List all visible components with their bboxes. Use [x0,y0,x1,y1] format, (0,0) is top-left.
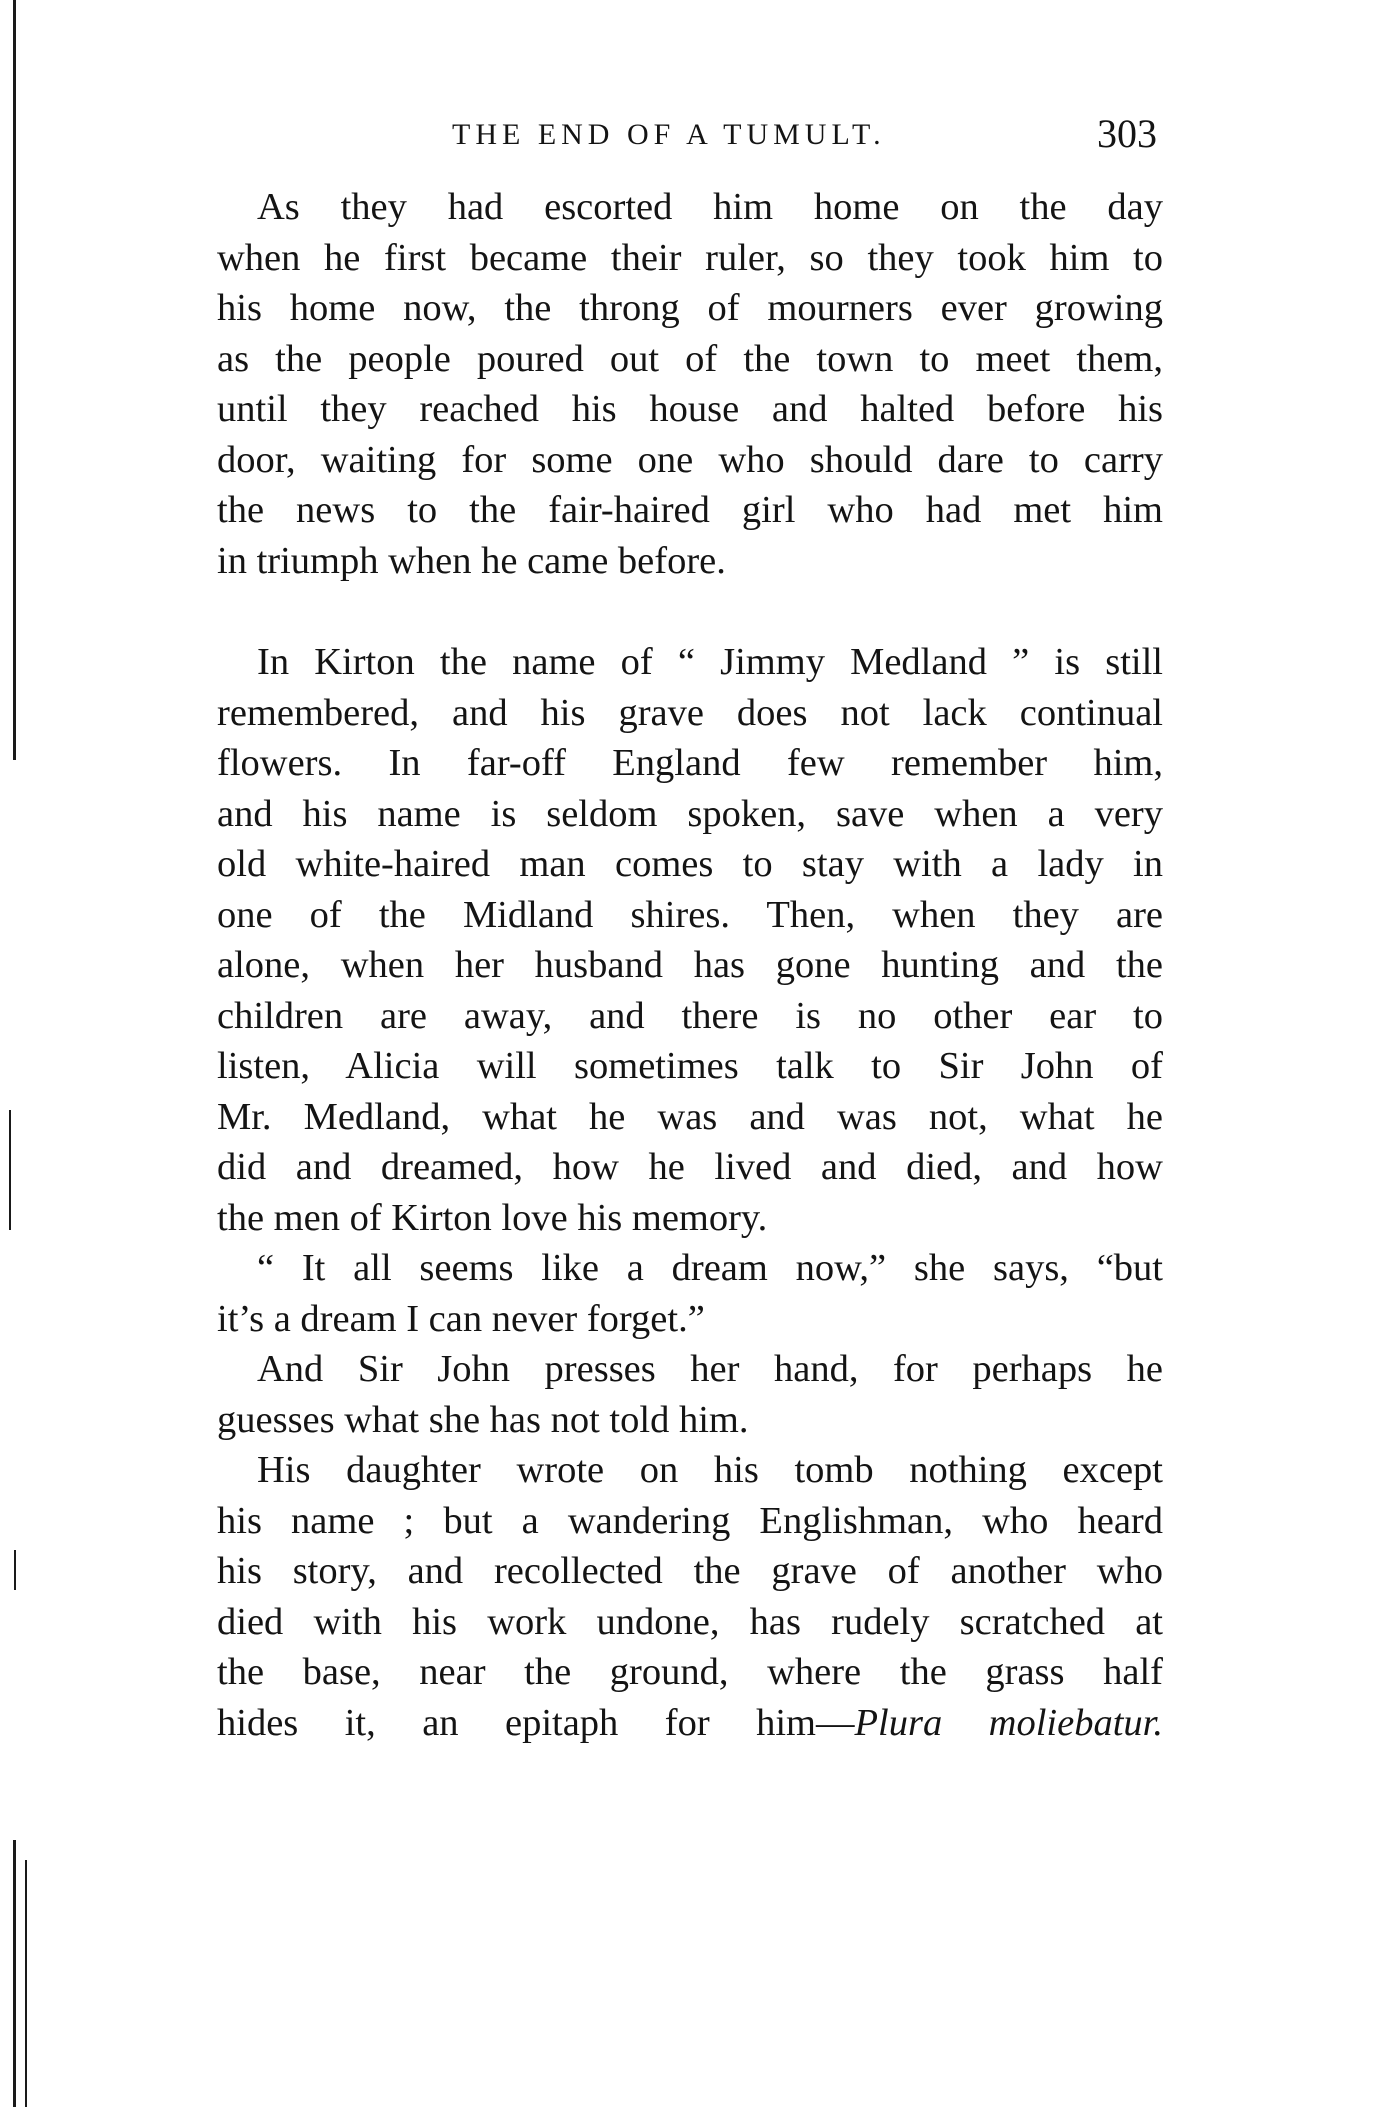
text-line: As they had escorted him home on the day [257,186,1163,228]
text-line: guesses what she has not told him. [217,1398,749,1441]
text-line: His daughter wrote on his tomb nothing except [257,1449,1163,1491]
text-line: listen, Alicia will sometimes talk to Sir John of [217,1045,1163,1087]
text-line: In Kirton the name of “ Jimmy Medland ” is still [257,641,1163,683]
text-line: died with his work undone, has rudely scratched at [217,1600,1163,1643]
epitaph-latin: Plura moliebatur. [854,1701,1163,1744]
text-line: the base, near the ground, where the grass half [217,1651,1163,1693]
text-line: one of the Midland shires. Then, when they are [217,893,1163,936]
text-line: flowers. In far-off England few remember him, [217,742,1163,784]
text-line-final [217,1698,1163,1749]
paragraph-1 [217,182,1163,586]
text-line: it’s a dream I can never forget.” [217,1297,705,1340]
text-line: his name ; but a wandering Englishman, who heard [217,1499,1163,1542]
paragraph-4 [217,1344,1163,1445]
page-edge-binding-line [13,1840,16,2107]
text-line: And Sir John presses her hand, for perhaps he [257,1348,1163,1390]
text-line: and his name is seldom spoken, save when a very [217,792,1163,835]
text-line: door, waiting for some one who should dare to carry [217,438,1163,481]
page-header [0,110,1388,160]
page-number: 303 [1097,111,1157,156]
text-line: the men of Kirton love his memory. [217,1196,768,1239]
text-line: alone, when her husband has gone hunting and the [217,944,1163,986]
text-line: his story, and recollected the grave of another who [217,1550,1163,1592]
final-line-text: hides it, an epitaph for him— [217,1701,855,1744]
text-line: his home now, the throng of mourners ever growing [217,287,1163,329]
text-line: “ It all seems like a dream now,” she says, “but [257,1247,1163,1289]
text-line: as the people poured out of the town to meet them, [217,337,1163,380]
text-line: when he first became their ruler, so they took him to [217,236,1163,279]
text-line: in triumph when he came before. [217,539,726,582]
paragraph-5 [217,1445,1163,1748]
page-edge-binding-line [25,1860,27,2107]
text-line: did and dreamed, how he lived and died, and how [217,1146,1163,1188]
paragraph-3 [217,1243,1163,1344]
text-line: remembered, and his grave does not lack continual [217,691,1163,734]
running-title: THE END OF A TUMULT. [452,118,886,151]
text-line: Mr. Medland, what he was and was not, what he [217,1095,1163,1138]
text-line: children are away, and there is no other ear to [217,994,1163,1037]
text-line: the news to the fair-haired girl who had met him [217,489,1163,531]
text-line: until they reached his house and halted before his [217,388,1163,430]
text-line: old white-haired man comes to stay with a lady in [217,843,1163,885]
paragraph-2 [217,637,1163,1243]
page-edge-binding-line [9,1110,11,1230]
page-edge-binding-line [14,1550,16,1590]
